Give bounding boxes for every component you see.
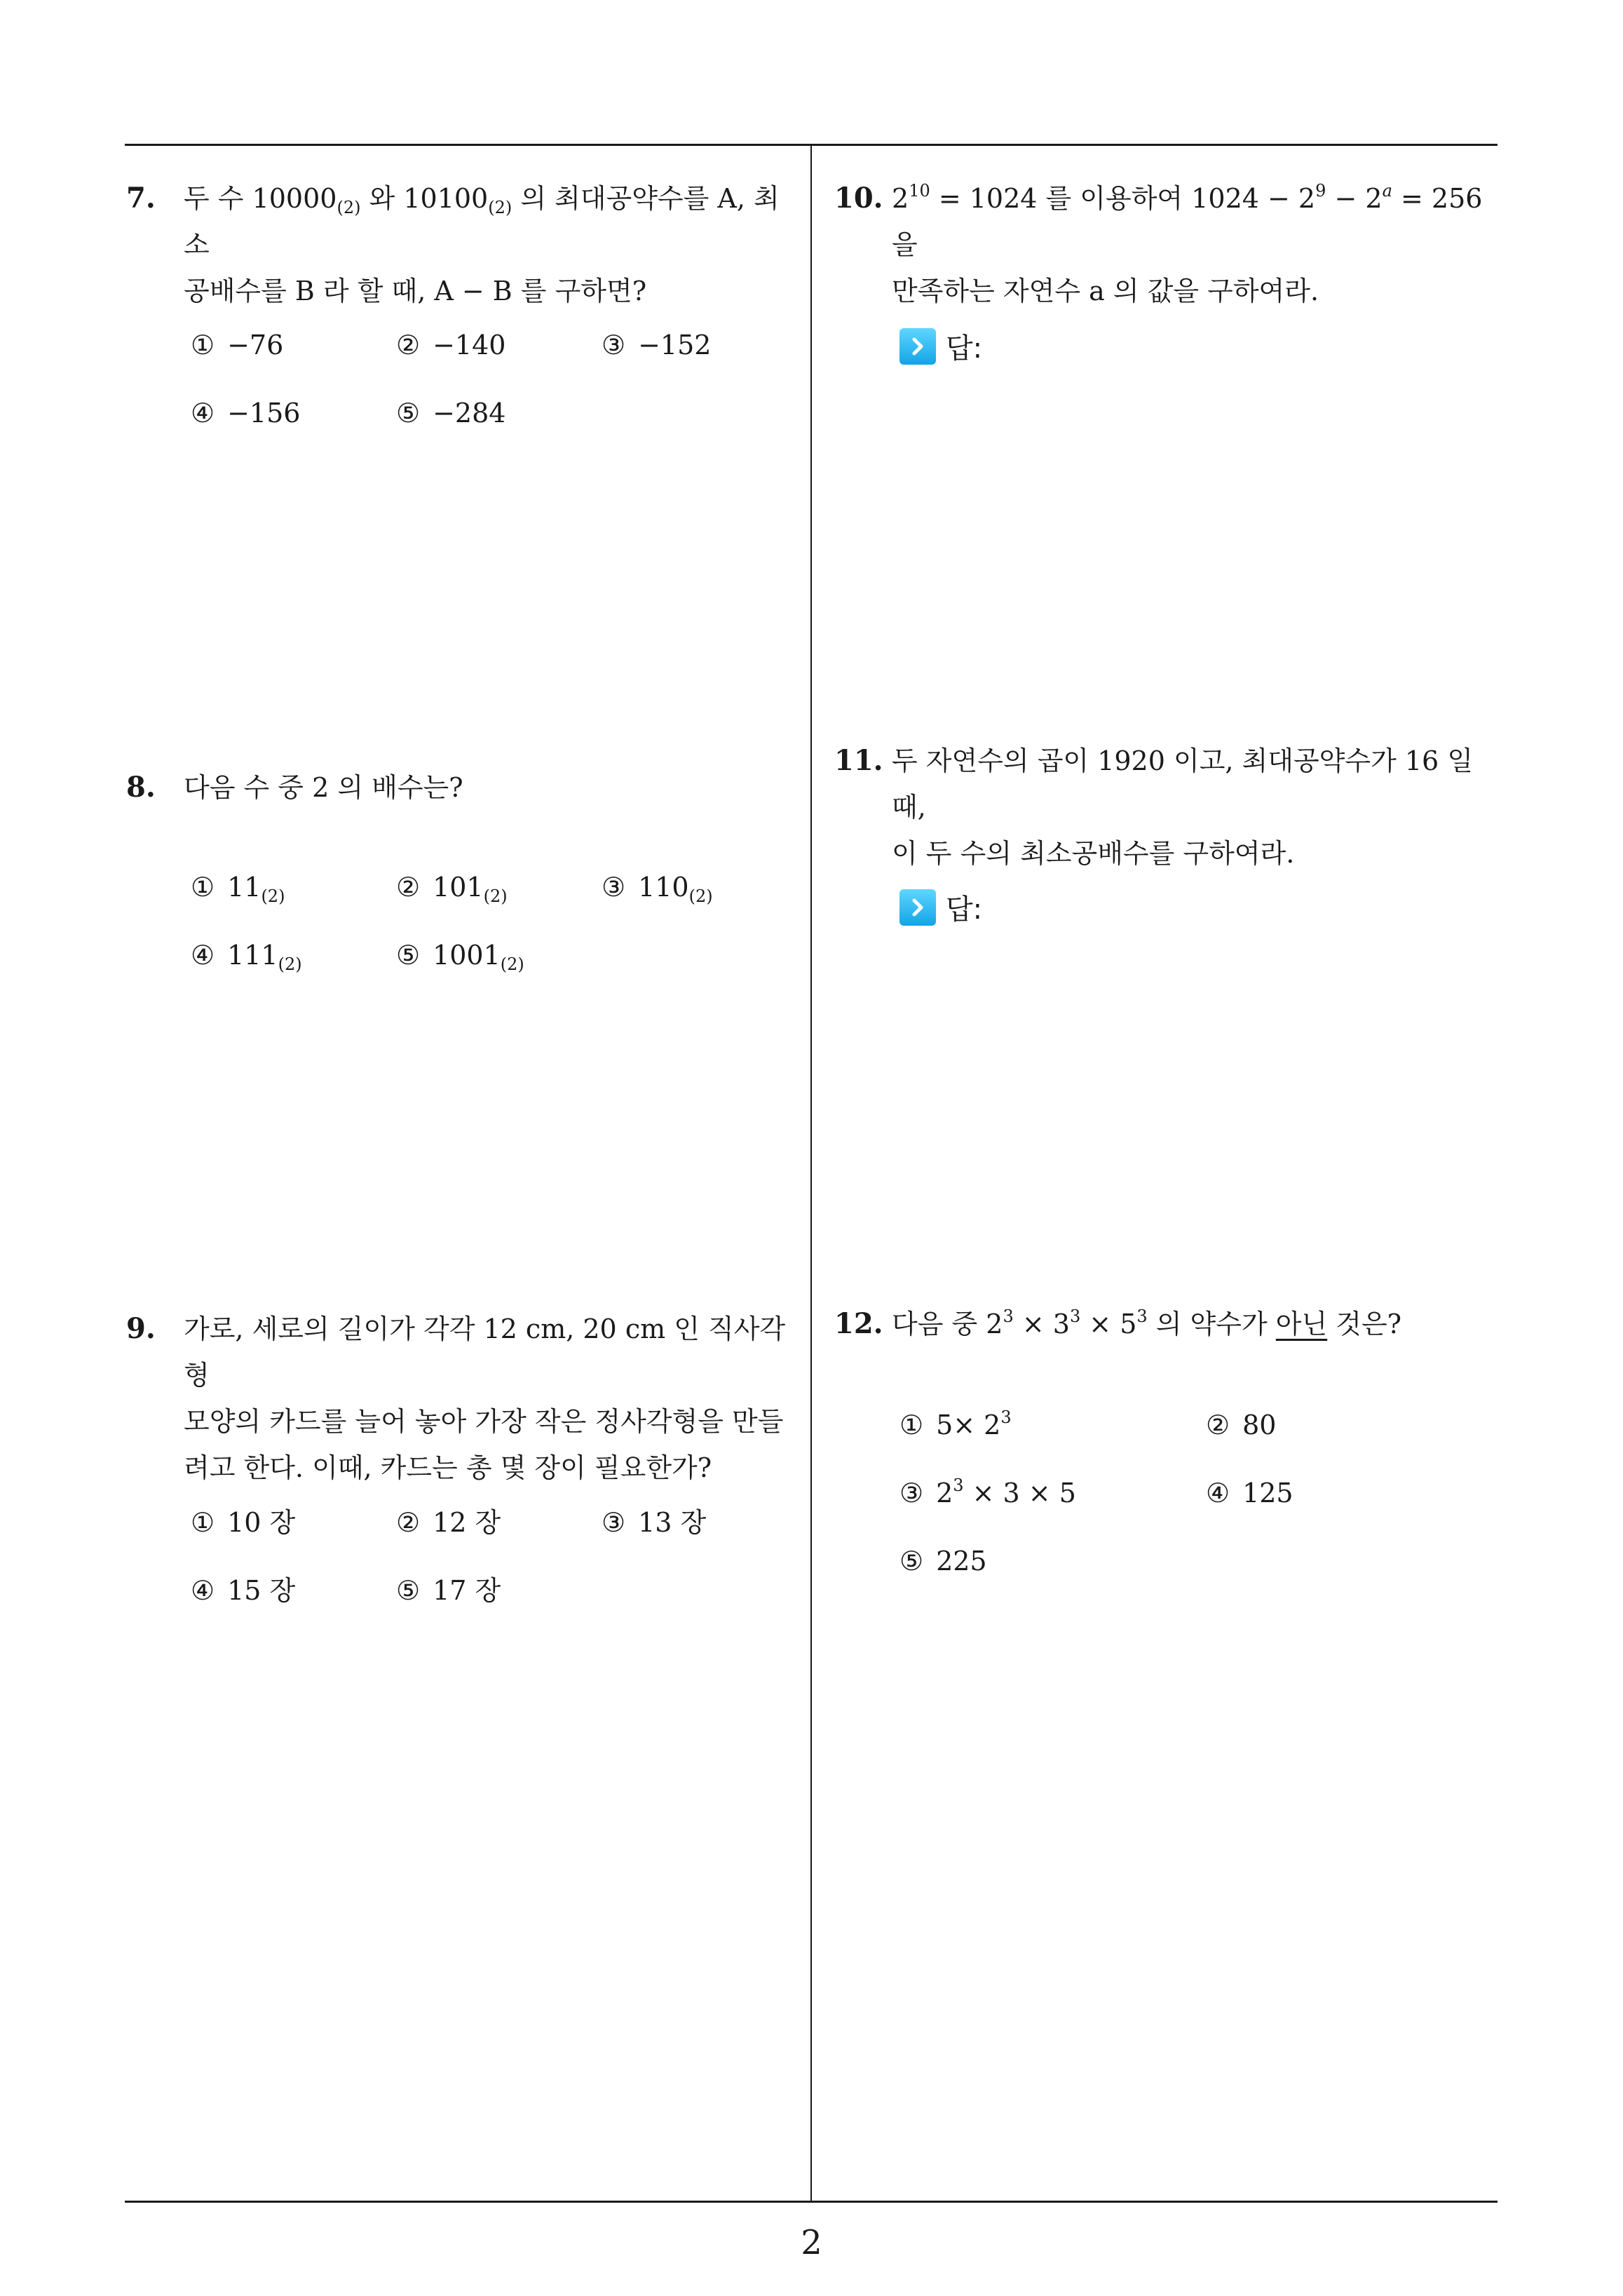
option-1[interactable]: ① −76 [191, 330, 284, 360]
question-text: 다음 수 중 2 의 배수는? [184, 772, 463, 803]
question-text: 두 자연수의 곱이 1920 이고, 최대공약수가 16 일 때, 이 두 수의 최소공배수를 구하여라. [892, 745, 1474, 869]
option-5[interactable]: ⑤ 225 [899, 1546, 987, 1576]
option-1[interactable]: ① 10 장 [191, 1507, 296, 1538]
option-4[interactable]: ④ 15 장 [191, 1575, 296, 1606]
question-text: $2^{10} = 1024$ 를 이용하여 $1024 - 2^9 - 2^a = 256$ 을 만족하는 자연수 a 의 값을 구하여라. [892, 181, 1483, 306]
option-4[interactable]: ④ $111_{(2)}$ [191, 940, 302, 974]
option-1[interactable]: ① $5\times 2^3$ [899, 1407, 1012, 1440]
option-2[interactable]: ② −140 [396, 330, 506, 360]
question-number: 11. [834, 744, 883, 777]
page-number: 2 [801, 2223, 822, 2262]
answer-field-10[interactable] [899, 326, 982, 366]
option-3[interactable]: ③ 13 장 [602, 1507, 707, 1538]
option-2[interactable]: ② 12 장 [396, 1507, 501, 1538]
chevron-right-icon [899, 328, 936, 365]
question-number: 8. [126, 771, 156, 804]
question-text: 다음 중 $2^3 \times 3^3 \times 5^3$ 의 약수가 아닌 것은? [892, 1306, 1402, 1339]
option-5[interactable]: ⑤ $1001_{(2)}$ [396, 940, 524, 974]
question-number: 9. [126, 1312, 156, 1345]
option-1[interactable]: ① $11_{(2)}$ [191, 872, 285, 906]
option-5[interactable]: ⑤ −284 [396, 398, 506, 428]
answer-field-11[interactable] [899, 887, 982, 927]
option-3[interactable]: ③ −152 [602, 330, 712, 360]
chevron-right-icon [899, 889, 936, 926]
option-4[interactable]: ④ −156 [191, 398, 301, 428]
question-text: 두 수 $10000_{(2)}$ 와 $10100_{(2)}$ 의 최대공약수를 A, 최소 공배수를 B 라 할 때, A − B 를 구하면? [184, 183, 780, 306]
column-divider [810, 144, 812, 2202]
answer-label: 답: [946, 332, 983, 365]
question-number: 12. [834, 1307, 883, 1340]
answer-label: 답: [946, 893, 983, 926]
option-4[interactable]: ④ 125 [1206, 1478, 1293, 1508]
question-text: 가로, 세로의 길이가 각각 12 cm, 20 cm 인 직사각형 모양의 카드를 늘어 놓아 가장 작은 정사각형을 만들 려고 한다. 이때, 카드는 총 몇 장이 필요한가? [184, 1314, 786, 1483]
question-number: 7. [126, 182, 156, 215]
option-3[interactable]: ③ $2^3 \times 3 \times 5$ [899, 1475, 1076, 1508]
option-2[interactable]: ② 80 [1206, 1410, 1277, 1440]
option-5[interactable]: ⑤ 17 장 [396, 1575, 501, 1606]
option-2[interactable]: ② $101_{(2)}$ [396, 872, 508, 906]
option-3[interactable]: ③ $110_{(2)}$ [602, 872, 713, 906]
bottom-rule [125, 2201, 1498, 2203]
question-number: 10. [834, 182, 883, 215]
